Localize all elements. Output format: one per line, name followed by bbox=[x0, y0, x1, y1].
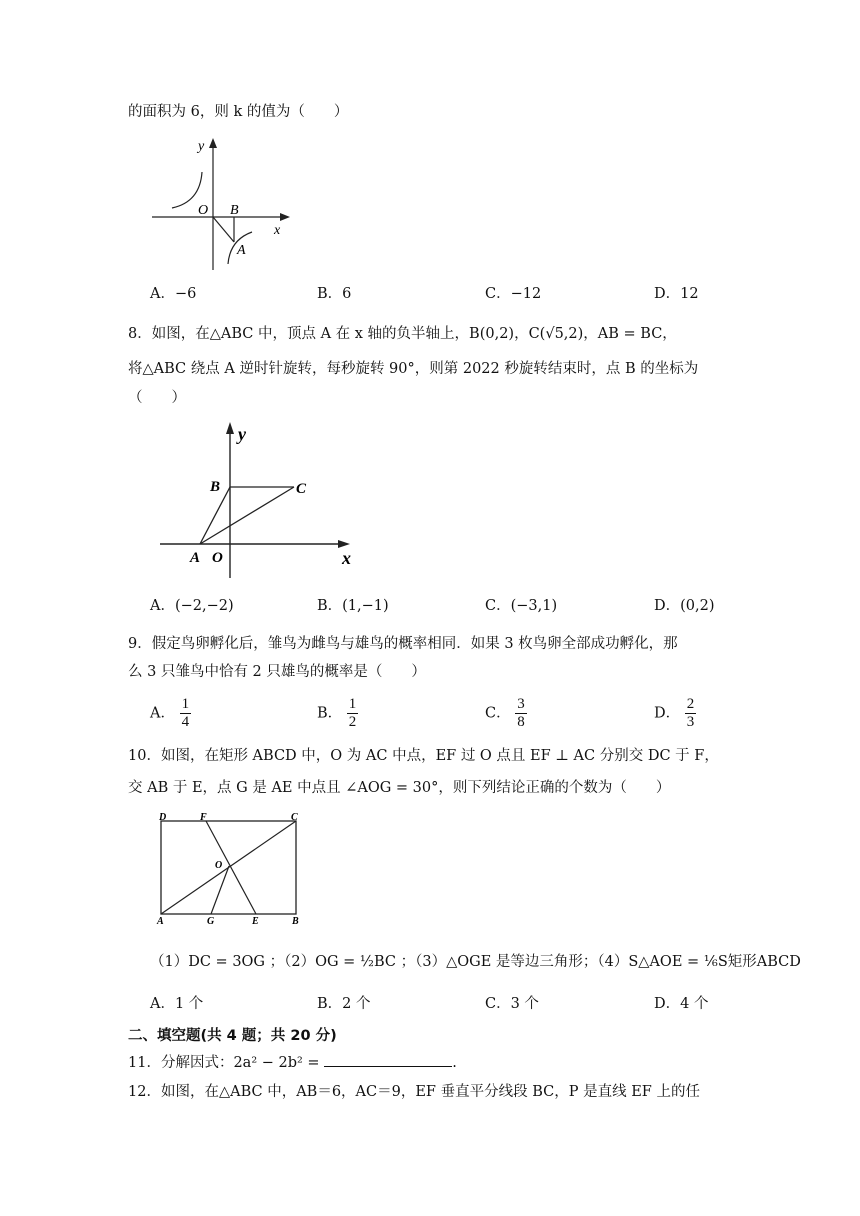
q9-option-b[interactable] bbox=[317, 696, 358, 731]
q8-label-y: y bbox=[238, 424, 246, 444]
q9-option-a-fraction: $\frac{1}{4}$ bbox=[181, 696, 190, 730]
q8-line3: （ ） bbox=[128, 390, 186, 406]
q11-text: 11．分解因式：2a² − 2b² = bbox=[128, 1055, 320, 1071]
q9-option-c[interactable] bbox=[485, 696, 527, 731]
q8-label-b: B bbox=[210, 479, 221, 495]
q12-text: 12．如图，在△ABC 中，AB＝6，AC＝9，EF 垂直平分线段 BC，P 是直线 EF 上的任 bbox=[128, 1084, 700, 1100]
q8-label-x: x bbox=[342, 548, 351, 568]
q8-option-a[interactable]: A．(−2,−2) bbox=[150, 598, 234, 614]
q10-label-c: C bbox=[291, 812, 298, 823]
q8-option-b[interactable]: B．(1,−1) bbox=[317, 598, 389, 614]
q9-line2: 么 3 只雏鸟中恰有 2 只雄鸟的概率是（ ） bbox=[128, 664, 426, 680]
q10-label-g: G bbox=[207, 916, 215, 926]
q9-option-c-fraction: $\frac{3}{8}$ bbox=[517, 696, 525, 730]
q10-conclusions: （1）DC = 3OG ；（2）OG = ½BC ；（3）△OGE 是等边三角形；（4）S△AOE = ⅙S矩形ABCD bbox=[150, 954, 801, 970]
q10-option-d[interactable]: D．4 个 bbox=[654, 996, 709, 1012]
q7-option-d[interactable]: D．12 bbox=[654, 286, 699, 302]
q9-option-d-fraction: $\frac{2}{3}$ bbox=[686, 696, 695, 730]
q7-label-a: A bbox=[237, 243, 246, 258]
q8-line1: 8．如图，在△ABC 中，顶点 A 在 x 轴的负半轴上，B(0,2)，C(√5,2)，AB = BC， bbox=[128, 326, 677, 342]
q9-option-d[interactable] bbox=[654, 696, 696, 731]
q10-label-d: D bbox=[159, 812, 167, 823]
q10-option-a[interactable]: A．1 个 bbox=[150, 996, 204, 1012]
q8-label-a: A bbox=[190, 550, 201, 566]
q10-option-b[interactable]: B．2 个 bbox=[317, 996, 371, 1012]
q8-line2: 将△ABC 绕点 A 逆时针旋转，每秒旋转 90°，则第 2022 秒旋转结束时，点 B 的坐标为 bbox=[128, 361, 699, 377]
q10-label-b: B bbox=[292, 916, 299, 926]
q7-text: 的面积为 6，则 k 的值为（ ） bbox=[128, 104, 349, 120]
q11-answer-blank[interactable] bbox=[324, 1052, 452, 1067]
q11-end: . bbox=[452, 1055, 457, 1071]
q7-option-b[interactable]: B．6 bbox=[317, 286, 352, 302]
q10-label-f: F bbox=[200, 812, 207, 823]
q10-line1: 10．如图，在矩形 ABCD 中，O 为 AC 中点，EF 过 O 点且 EF ⊥ AC 分别交 DC 于 F， bbox=[128, 748, 719, 764]
q8-label-o: O bbox=[212, 550, 223, 566]
q9-option-d-letter: D． bbox=[654, 705, 681, 722]
q10-label-e: E bbox=[252, 916, 259, 926]
q8-figure bbox=[156, 420, 366, 580]
q10-label-o: O bbox=[215, 860, 223, 871]
q7-label-y: y bbox=[198, 139, 205, 154]
q9-option-b-letter: B． bbox=[317, 705, 343, 722]
q7-option-c[interactable]: C．−12 bbox=[485, 286, 542, 302]
q9-option-b-fraction: $\frac{1}{2}$ bbox=[348, 696, 357, 730]
q8-option-d[interactable]: D．(0,2) bbox=[654, 598, 715, 614]
q9-line1: 9．假定鸟卵孵化后，雏鸟为雌鸟与雄鸟的概率相同．如果 3 枚鸟卵全部成功孵化，那 bbox=[128, 636, 678, 652]
q10-option-c[interactable]: C．3 个 bbox=[485, 996, 539, 1012]
q8-option-c[interactable]: C．(−3,1) bbox=[485, 598, 558, 614]
q9-option-a[interactable] bbox=[150, 696, 191, 731]
q7-figure bbox=[148, 136, 298, 276]
q7-option-a[interactable]: A．−6 bbox=[150, 286, 197, 302]
q7-label-x: x bbox=[274, 223, 281, 238]
q9-option-c-letter: C． bbox=[485, 705, 511, 722]
q9-option-a-letter: A． bbox=[150, 705, 175, 722]
q10-line2: 交 AB 于 E，点 G 是 AE 中点且 ∠AOG = 30°，则下列结论正确的个数为（ ） bbox=[128, 780, 671, 796]
q10-label-a: A bbox=[157, 916, 164, 926]
q10-figure bbox=[152, 810, 312, 926]
q8-label-c: C bbox=[296, 481, 307, 497]
q7-label-o: O bbox=[198, 203, 209, 218]
section-heading: 二、填空题(共 4 题；共 20 分) bbox=[128, 1028, 337, 1044]
q11-row bbox=[128, 1052, 457, 1073]
q7-label-b: B bbox=[230, 203, 239, 218]
